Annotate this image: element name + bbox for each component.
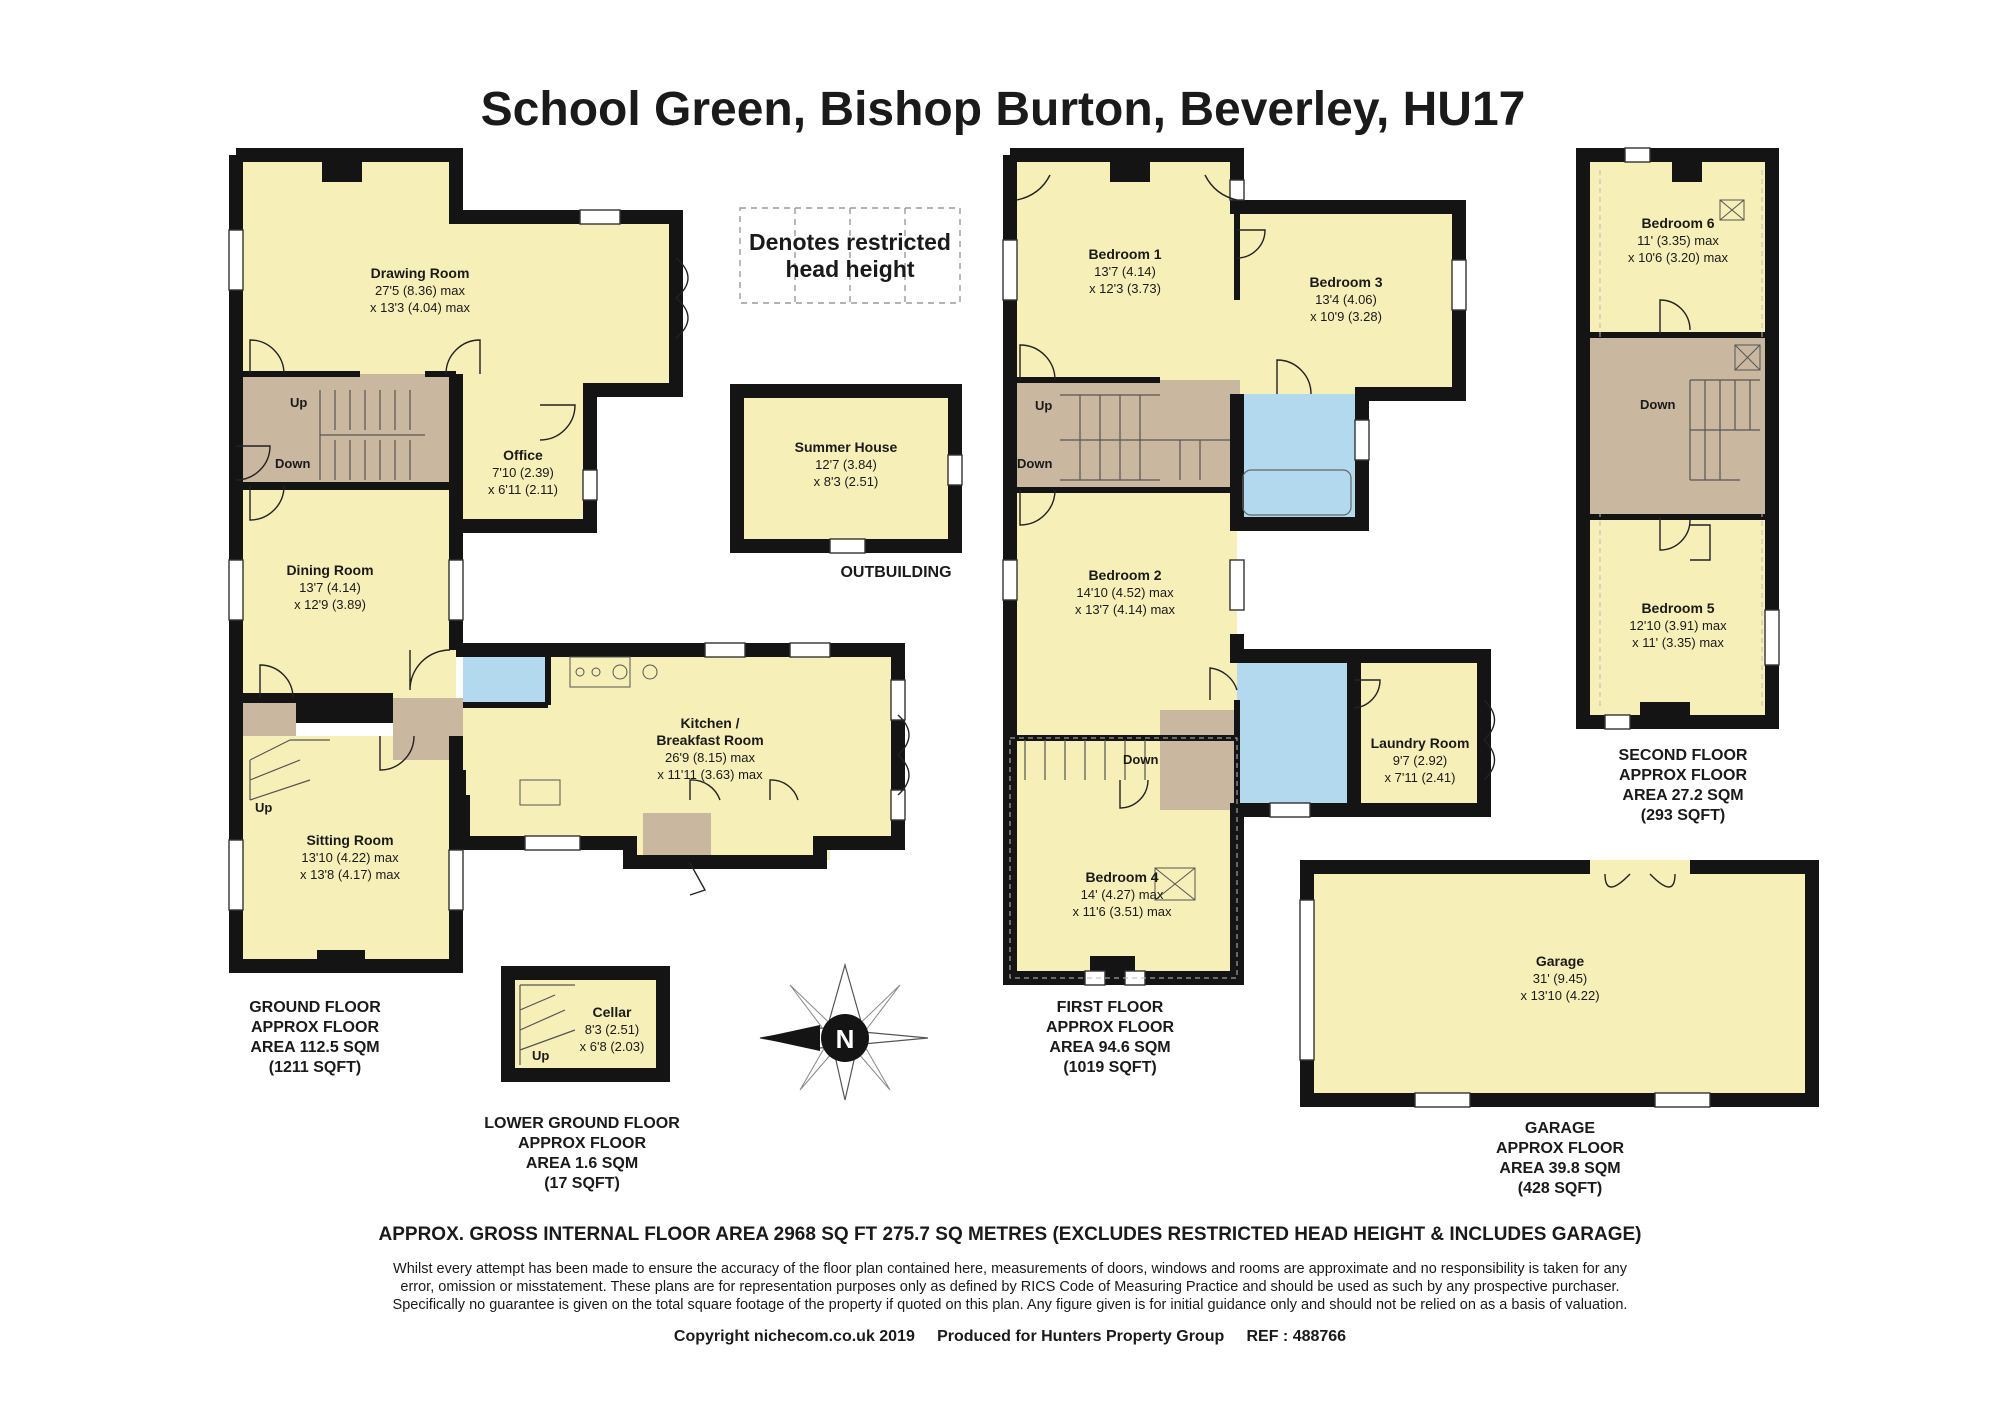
sitting-room-dim-2: x 13'8 (4.17) max — [299, 867, 401, 882]
office-name: Office — [503, 447, 543, 463]
restricted-height-legend — [740, 208, 960, 303]
cellar-stairs-up-label: Up — [532, 1048, 550, 1063]
drawing-room-name: Drawing Room — [370, 265, 470, 281]
laundry-room-dim-2: x 7'11 (2.41) — [1384, 770, 1456, 785]
sitting-stairs-up-label: Up — [255, 800, 273, 815]
plan-title: School Green, Bishop Burton, Beverley, HU17 — [480, 83, 1526, 136]
kitchen-dim-1: 26'9 (8.15) max — [665, 750, 755, 765]
kitchen-name-2: Breakfast Room — [656, 732, 764, 748]
drawing-room-dim-1: 27'5 (8.36) max — [375, 283, 465, 298]
garage-dim-1: 31' (9.45) — [1532, 971, 1588, 986]
bedroom-6-dim-2: x 10'6 (3.20) max — [1627, 250, 1729, 265]
garage-floor-label-1: GARAGE — [1524, 1120, 1596, 1137]
bedroom-3-dim-2: x 10'9 (3.28) — [1310, 309, 1382, 324]
bedroom-1-dim-1: 13'7 (4.14) — [1094, 264, 1156, 279]
second-floor-label-3: AREA 27.2 SQM — [1622, 787, 1744, 804]
garage-name: Garage — [1535, 953, 1585, 969]
drawing-room-dim-2: x 13'3 (4.04) max — [369, 300, 471, 315]
compass — [760, 965, 928, 1100]
disclaimer-line-3: Specifically no guarantee is given on the total square footage of the property if quoted on this plan. Any figure given is for initial guidance only and should not be relied on as a basis of valuation. — [392, 1297, 1628, 1313]
outbuilding-label: OUTBUILDING — [840, 564, 952, 581]
laundry-room-name: Laundry Room — [1370, 735, 1470, 751]
first-stairs-down-label: Down — [1017, 456, 1053, 471]
bedroom-3-dim-1: 13'4 (4.06) — [1315, 292, 1377, 307]
lower-floor-label-2: APPROX FLOOR — [517, 1135, 647, 1152]
garage-plan — [1300, 860, 1812, 1197]
bedroom-5-name: Bedroom 5 — [1641, 600, 1715, 616]
first-floor-label-2: APPROX FLOOR — [1045, 1019, 1175, 1036]
bedroom-5-dim-1: 12'10 (3.91) max — [1629, 618, 1727, 633]
garage-floor-label-2: APPROX FLOOR — [1495, 1140, 1625, 1157]
ground-floor-plan — [229, 155, 909, 1076]
legend-line-2: head height — [785, 256, 915, 282]
dining-room-dim-1: 13'7 (4.14) — [299, 580, 361, 595]
lower-ground-plan — [484, 973, 680, 1192]
office-dim-2: x 6'11 (2.11) — [488, 482, 558, 497]
office-dim-1: 7'10 (2.39) — [492, 465, 554, 480]
lower-floor-label-4: (17 SQFT) — [544, 1175, 620, 1192]
bedroom-6-dim-1: 11' (3.35) max — [1637, 233, 1719, 248]
ground-floor-label-4: (1211 SQFT) — [268, 1059, 362, 1076]
compass-north-label: N — [835, 1024, 855, 1054]
bedroom-6-name: Bedroom 6 — [1641, 215, 1715, 231]
second-stairs-down-label: Down — [1640, 397, 1676, 412]
kitchen-dim-2: x 11'11 (3.63) max — [657, 767, 763, 782]
ground-stairs-up-label: Up — [290, 395, 308, 410]
first-floor-label-4: (1019 SQFT) — [1063, 1059, 1157, 1076]
bedroom-1-name: Bedroom 1 — [1088, 246, 1162, 262]
dining-room-name: Dining Room — [286, 562, 374, 578]
ground-stairs-down-label: Down — [275, 456, 311, 471]
ground-floor-label-2: APPROX FLOOR — [250, 1019, 380, 1036]
ground-floor-label-3: AREA 112.5 SQM — [250, 1039, 380, 1056]
first-stairs-up-label: Up — [1035, 398, 1053, 413]
second-floor-label-1: SECOND FLOOR — [1618, 747, 1748, 764]
laundry-room-dim-1: 9'7 (2.92) — [1392, 753, 1448, 768]
bedroom-2-dim-2: x 13'7 (4.14) max — [1074, 602, 1176, 617]
bedroom-3-name: Bedroom 3 — [1309, 274, 1383, 290]
cellar-dim-1: 8'3 (2.51) — [584, 1022, 640, 1037]
summer-house-dim-2: x 8'3 (2.51) — [813, 474, 879, 489]
bedroom-4-dim-1: 14' (4.27) max — [1080, 887, 1164, 902]
kitchen-name-1: Kitchen / — [680, 715, 740, 731]
lower-floor-label-3: AREA 1.6 SQM — [525, 1155, 639, 1172]
bedroom-4-dim-2: x 11'6 (3.51) max — [1072, 904, 1172, 919]
cellar-dim-2: x 6'8 (2.03) — [579, 1039, 645, 1054]
garage-floor-label-4: (428 SQFT) — [1517, 1180, 1603, 1197]
sitting-room-name: Sitting Room — [306, 832, 394, 848]
garage-dim-2: x 13'10 (4.22) — [1520, 988, 1600, 1003]
disclaimer-line-2: error, omission or misstatement. These plans are for representation purposes only as defined by RICS Code of Measuring Practice and should be used as such by any prospective purchaser. — [400, 1279, 1620, 1295]
disclaimer-line-1: Whilst every attempt has been made to ensure the accuracy of the floor plan contained here, measurements of doors, windows and rooms are approximate and no responsibility is taken for any — [393, 1261, 1627, 1277]
summer-house-dim-1: 12'7 (3.84) — [815, 457, 877, 472]
bedroom-4-name: Bedroom 4 — [1085, 869, 1159, 885]
outbuilding-plan — [737, 384, 962, 581]
second-floor-label-2: APPROX FLOOR — [1618, 767, 1748, 784]
ground-floor-label-1: GROUND FLOOR — [249, 999, 381, 1016]
dining-room-dim-2: x 12'9 (3.89) — [294, 597, 366, 612]
first-floor-label-1: FIRST FLOOR — [1056, 999, 1164, 1016]
garage-floor-label-3: AREA 39.8 SQM — [1499, 1160, 1621, 1177]
bedroom-1-dim-2: x 12'3 (3.73) — [1089, 281, 1161, 296]
first-floor-label-3: AREA 94.6 SQM — [1049, 1039, 1171, 1056]
bedroom-5-dim-2: x 11' (3.35) max — [1632, 635, 1724, 650]
first-lower-stairs-down-label: Down — [1123, 752, 1159, 767]
bedroom-2-dim-1: 14'10 (4.52) max — [1076, 585, 1174, 600]
bedroom-2-name: Bedroom 2 — [1088, 567, 1162, 583]
legend-line-1: Denotes restricted — [749, 229, 951, 255]
summer-house-name: Summer House — [794, 439, 898, 455]
second-floor-plan — [1583, 148, 1779, 824]
copyright-line: Copyright nichecom.co.uk 2019 Produced for Hunters Property Group REF : 488766 — [673, 1328, 1347, 1345]
second-floor-label-4: (293 SQFT) — [1640, 807, 1726, 824]
total-area-line: APPROX. GROSS INTERNAL FLOOR AREA 2968 SQ FT 275.7 SQ METRES (EXCLUDES RESTRICTED HEAD HEIGHT & INCLUDES GARAGE) — [378, 1224, 1642, 1245]
cellar-name: Cellar — [592, 1004, 632, 1020]
lower-floor-label-1: LOWER GROUND FLOOR — [484, 1115, 680, 1132]
sitting-room-dim-1: 13'10 (4.22) max — [301, 850, 399, 865]
